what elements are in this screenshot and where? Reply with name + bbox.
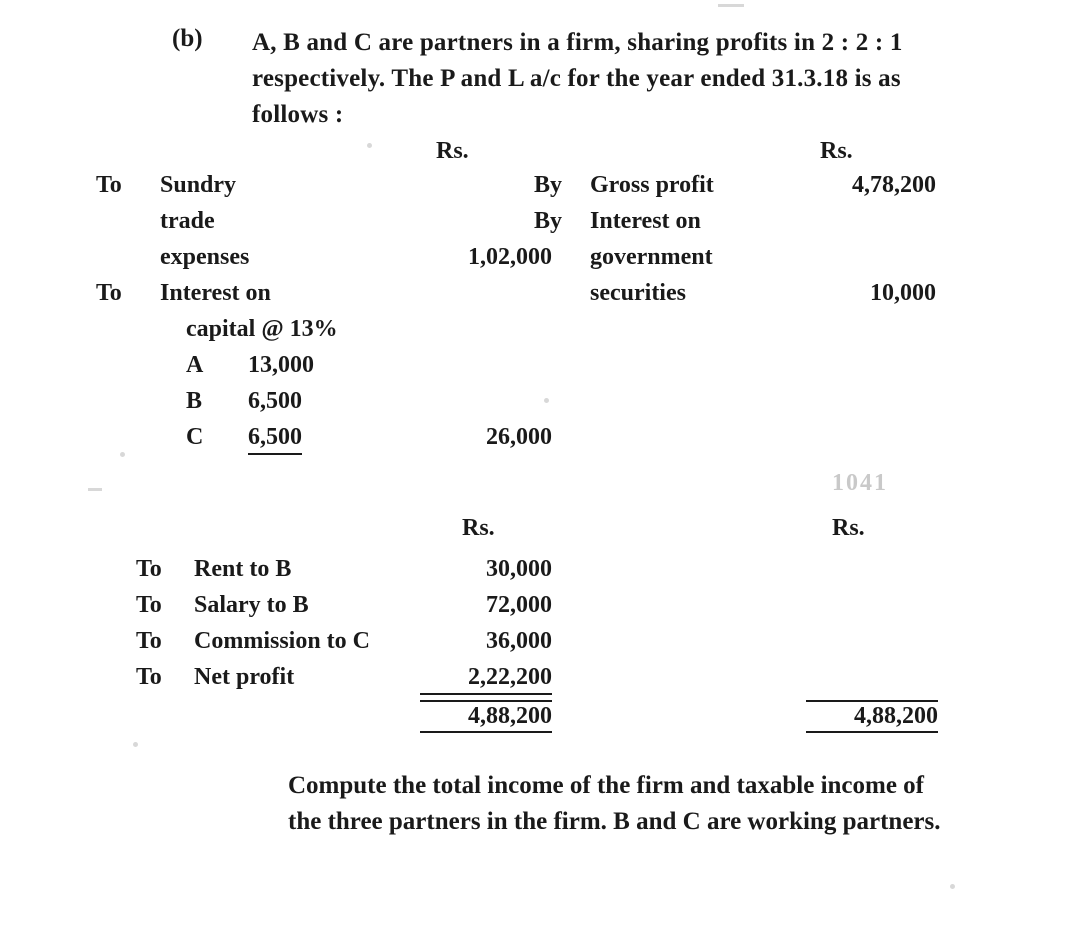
ledger-row bbox=[0, 208, 1080, 244]
total-debit-amount: 4,88,200 bbox=[420, 700, 552, 733]
debit-description: Interest on bbox=[160, 280, 271, 306]
debit-description: Rent to B bbox=[194, 556, 292, 582]
partner-amount: 6,500 bbox=[248, 388, 302, 414]
ledger-row bbox=[0, 280, 1080, 316]
debit-prefix: To bbox=[96, 280, 122, 306]
ledger-row bbox=[0, 592, 1080, 628]
profit-loss-upper-section bbox=[0, 172, 1080, 460]
credit-description: government bbox=[590, 244, 713, 270]
debit-amount: 30,000 bbox=[486, 556, 552, 582]
scan-artifact-top bbox=[718, 4, 744, 7]
ledger-row bbox=[0, 424, 1080, 460]
currency-header-lower-left: Rs. bbox=[462, 515, 495, 541]
scan-artifact-dot bbox=[133, 742, 138, 747]
debit-amount: 72,000 bbox=[486, 592, 552, 618]
credit-description: Interest on bbox=[590, 208, 701, 234]
profit-loss-lower-section bbox=[0, 556, 1080, 736]
question-text: A, B and C are partners in a firm, sharing profits in 2 : 2 : 1 respectively. The P and L a/c for the year ended 31.3.18 is as follows : bbox=[252, 29, 903, 128]
debit-description: Sundry bbox=[160, 172, 237, 198]
question-label: (b) bbox=[172, 25, 203, 52]
debit-prefix: To bbox=[136, 664, 162, 690]
total-credit-amount: 4,88,200 bbox=[806, 700, 938, 733]
credit-amount: 10,000 bbox=[870, 280, 936, 306]
partner-name: B bbox=[186, 388, 203, 414]
debit-description: expenses bbox=[160, 244, 250, 270]
ledger-total-row bbox=[0, 700, 1080, 736]
debit-amount: 26,000 bbox=[486, 424, 552, 450]
scan-artifact-dot bbox=[950, 884, 955, 889]
partner-amount: 13,000 bbox=[248, 352, 314, 378]
partner-name: C bbox=[186, 424, 204, 450]
debit-amount: 36,000 bbox=[486, 628, 552, 654]
ledger-row bbox=[0, 556, 1080, 592]
debit-prefix: To bbox=[96, 172, 122, 198]
credit-description: Gross profit bbox=[590, 172, 714, 198]
closing-instruction: Compute the total income of the firm and taxable income of the three partners in the firm. B and C are working partners. bbox=[288, 772, 941, 835]
currency-header-upper-left: Rs. bbox=[436, 138, 469, 164]
partner-amount: 6,500 bbox=[248, 424, 302, 455]
credit-amount: 4,78,200 bbox=[852, 172, 936, 198]
debit-description: capital @ 13% bbox=[186, 316, 338, 342]
ledger-row bbox=[0, 664, 1080, 700]
debit-prefix: To bbox=[136, 628, 162, 654]
ledger-row bbox=[0, 172, 1080, 208]
debit-description: Commission to C bbox=[194, 628, 371, 654]
currency-header-lower-right: Rs. bbox=[832, 515, 865, 541]
ledger-row bbox=[0, 388, 1080, 424]
credit-prefix: By bbox=[534, 208, 563, 234]
credit-prefix: By bbox=[534, 172, 563, 198]
debit-prefix: To bbox=[136, 556, 162, 582]
credit-description: securities bbox=[590, 280, 686, 306]
scan-artifact-dot bbox=[367, 143, 372, 148]
currency-header-upper-right: Rs. bbox=[820, 138, 853, 164]
partner-name: A bbox=[186, 352, 204, 378]
scan-artifact-dash bbox=[88, 488, 102, 491]
scan-smudge-text: 1041 bbox=[832, 470, 888, 496]
debit-amount: 1,02,000 bbox=[468, 244, 552, 270]
debit-description: trade bbox=[160, 208, 215, 234]
debit-description: Net profit bbox=[194, 664, 295, 690]
debit-description: Salary to B bbox=[194, 592, 309, 618]
debit-prefix: To bbox=[136, 592, 162, 618]
ledger-row bbox=[0, 352, 1080, 388]
ledger-row bbox=[0, 316, 1080, 352]
ledger-row bbox=[0, 628, 1080, 664]
debit-amount: 2,22,200 bbox=[420, 664, 552, 695]
ledger-row bbox=[0, 244, 1080, 280]
